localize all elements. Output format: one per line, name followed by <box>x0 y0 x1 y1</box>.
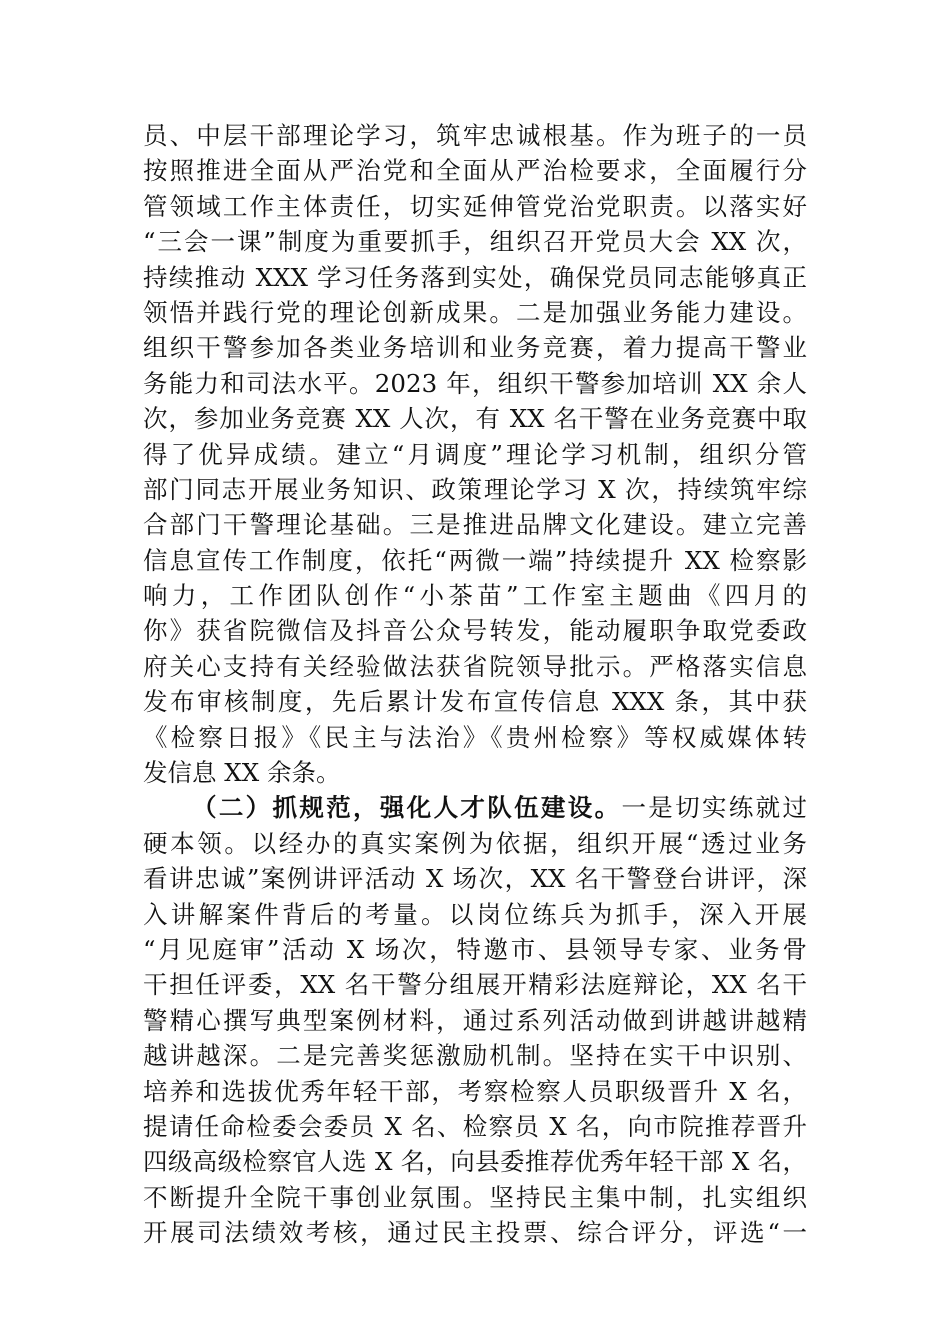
text-line: 你》获省院微信及抖音公众号转发，能动履职争取党委政 <box>143 616 807 646</box>
text-line: 部门同志开展业务知识、政策理论学习 X 次，持续筑牢综 <box>143 474 807 504</box>
text-line: 府关心支持有关经验做法获省院领导批示。严格落实信息 <box>143 651 807 681</box>
section-heading-line <box>143 790 807 825</box>
text-run: 一是切实练就过 <box>621 793 807 823</box>
text-line: 合部门干警理论基础。三是推进品牌文化建设。建立完善 <box>143 510 807 540</box>
text-line: 组织干警参加各类业务培训和业务竞赛，着力提高干警业 <box>143 333 807 363</box>
text-line: 得了优异成绩。建立“月调度”理论学习机制，组织分管 <box>143 439 807 469</box>
text-line: 看讲忠诚”案例讲评活动 X 场次，XX 名干警登台讲评，深 <box>143 864 807 894</box>
text-line: 发布审核制度，先后累计发布宣传信息 XXX 条，其中获 <box>143 687 807 717</box>
text-line: 越讲越深。二是完善奖惩激励机制。坚持在实干中识别、 <box>143 1041 807 1071</box>
paragraph-2 <box>143 790 807 1250</box>
text-line: 务能力和司法水平。2023 年，组织干警参加培训 XX 余人 <box>143 368 807 398</box>
text-line: 不断提升全院干事创业氛围。坚持民主集中制，扎实组织 <box>143 1182 807 1212</box>
text-line: 培养和选拔优秀年轻干部，考察检察人员职级晋升 X 名， <box>143 1076 807 1106</box>
text-line: 硬本领。以经办的真实案例为依据，组织开展“透过业务 <box>143 828 807 858</box>
text-line: 警精心撰写典型案例材料，通过系列活动做到讲越讲越精 <box>143 1005 807 1035</box>
text-line: 《检察日报》《民主与法治》《贵州检察》等权威媒体转 <box>143 722 807 752</box>
text-line: 干担任评委，XX 名干警分组展开精彩法庭辩论，XX 名干 <box>143 970 807 1000</box>
text-line: “月见庭审”活动 X 场次，特邀市、县领导专家、业务骨 <box>143 934 807 964</box>
text-line: 响力，工作团队创作“小茶苗”工作室主题曲《四月的 <box>143 581 807 611</box>
text-line: 信息宣传工作制度，依托“两微一端”持续提升 XX 检察影 <box>143 545 807 575</box>
section-heading: （二）抓规范，强化人才队伍建设。 <box>192 793 622 823</box>
text-line: 持续推动 XXX 学习任务落到实处，确保党员同志能够真正 <box>143 262 807 292</box>
text-line: 领悟并践行党的理论创新成果。二是加强业务能力建设。 <box>143 297 807 327</box>
text-line: “三会一课”制度为重要抓手，组织召开党员大会 XX 次， <box>143 227 807 257</box>
text-line: 员、中层干部理论学习，筑牢忠诚根基。作为班子的一员 <box>143 121 807 150</box>
paragraph-1 <box>143 118 807 790</box>
text-line: 四级高级检察官人选 X 名，向县委推荐优秀年轻干部 X 名， <box>143 1147 807 1177</box>
text-line: 入讲解案件背后的考量。以岗位练兵为抓手，深入开展 <box>143 899 807 929</box>
text-line: 发信息 XX 余条。 <box>143 758 341 788</box>
text-line: 管领域工作主体责任，切实延伸管党治党职责。以落实好 <box>143 191 807 221</box>
document-body <box>143 118 807 1251</box>
text-line: 开展司法绩效考核，通过民主投票、综合评分，评选“一 <box>143 1218 807 1248</box>
text-line: 按照推进全面从严治党和全面从严治检要求，全面履行分 <box>143 156 807 186</box>
text-line: 提请任命检委会委员 X 名、检察员 X 名，向市院推荐晋升 <box>143 1111 807 1141</box>
text-line: 次，参加业务竞赛 XX 人次，有 XX 名干警在业务竞赛中取 <box>143 404 807 434</box>
